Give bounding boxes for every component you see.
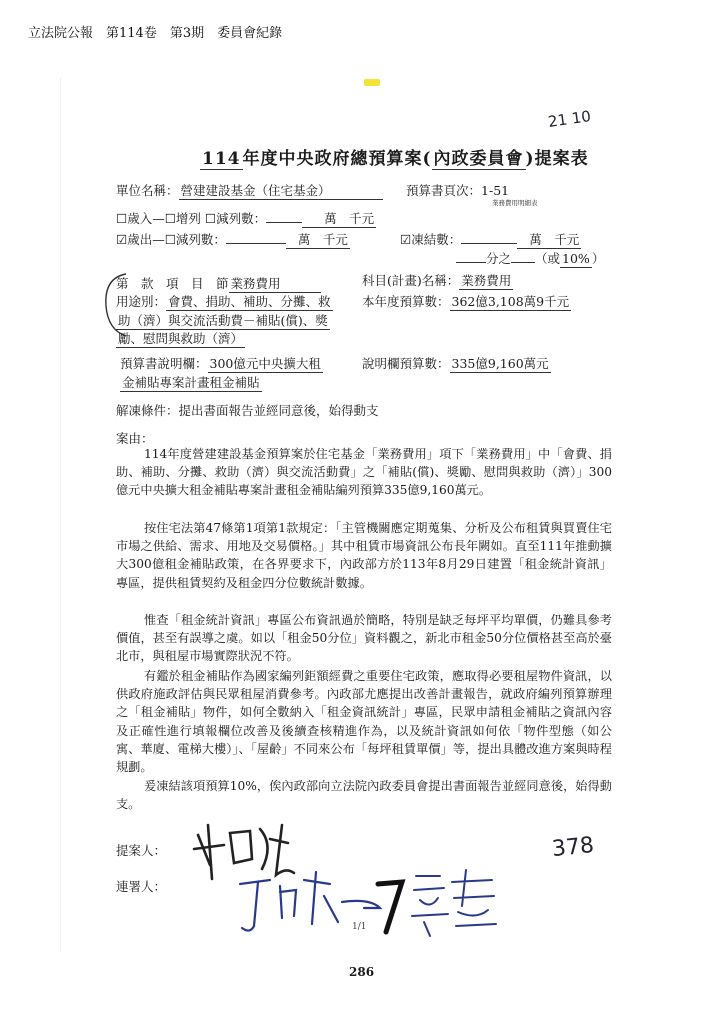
fraction-or: （或 xyxy=(535,251,561,266)
freeze-percent: 10% xyxy=(562,251,590,266)
proposer-label: 提案人： xyxy=(116,843,167,858)
use-value-2: 助（濟）與交流活動費－補貼(償)、獎 xyxy=(118,313,328,328)
item-line1-label: 第 款 項 目 節 xyxy=(116,276,229,291)
page-ref-label: 預算書頁次： xyxy=(406,183,482,198)
explain-amount-row xyxy=(362,355,551,373)
budget-value: 362億3,108萬9千元 xyxy=(451,294,570,309)
option-row-2 xyxy=(116,231,350,249)
subject-label: 科目(計畫)名稱： xyxy=(362,273,460,288)
item-line1 xyxy=(116,275,321,293)
title-year: 114 xyxy=(202,149,241,169)
reason-paragraph-3: 惟查「租金統計資訊」專區公布資訊過於簡略，特別是缺乏每坪平均單價，仍難具參考價值，甚至有誤導之虞。如以「租金50分位」資料觀之，新北市租金50分位價格甚至高於臺北市，與租屋市場實際狀況不符。 xyxy=(116,613,612,664)
expenditure-checkbox: ☑歲出—☐減列數： xyxy=(116,232,226,247)
reason-paragraph-5: 爰凍結該項預算10%，俟內政部向立法院內政委員會提出書面報告並經同意後，始得動支。 xyxy=(116,779,612,812)
expenditure-amount: 萬 千元 xyxy=(286,231,350,249)
unit-value: 營建建設基金（住宅基金） xyxy=(179,182,383,200)
page-ref-row xyxy=(406,182,509,199)
subject-value: 業務費用 xyxy=(461,273,512,288)
explain-label: 預算書說明欄： xyxy=(120,356,208,371)
handwritten-note-right: 378 xyxy=(550,832,596,863)
budget-row xyxy=(362,293,571,311)
highlight-mark xyxy=(364,79,380,86)
use-line3 xyxy=(116,330,245,348)
freeze-checkbox: ☑凍結數： xyxy=(400,232,462,247)
page-ref-value: 1-51 xyxy=(481,183,510,198)
reason-paragraph-4: 有鑑於租金補貼作為國家編列鉅額經費之重要住宅政策，應取得必要租屋物件資訊，以供政府施政評估與民眾租屋消費參考。內政部尤應提出改善計畫報告，就政府編列預算辦理之「租金補貼」物件，如何全數納入「租金資訊統計」專區，民眾申請租金補貼之資訊內容及正確性進行填報欄位改善及後續查核精進作為，以及統計資訊如何依「物件型態（如公寓、華廈、電梯大樓）」、「屋齡」不同來公布「每坪租賃單價」等，提出具體改進方案與時程規劃。 xyxy=(116,669,612,775)
cosigner-label: 連署人： xyxy=(116,879,167,894)
freeze-row xyxy=(400,231,581,249)
use-value-1: 會費、捐助、補助、分攤、救 xyxy=(168,294,331,309)
page-fraction: 1/1 xyxy=(352,922,367,932)
fraction-label: 分之 xyxy=(486,251,512,266)
explain-amount-label: 說明欄預算數： xyxy=(362,356,450,371)
title-suffix: )提案表 xyxy=(525,149,589,169)
reason-paragraph-2: 按住宅法第47條第1項第1款規定：「主管機關應定期蒐集、分析及公布租賃與買賣住宅市場之供給、需求、用地及交易價格。」其中租賃市場資訊公布長年闕如。直至111年推動擴大300億租金補貼政策，在各界要求下，內政部方於113年8月29日建置「租金統計資訊」專區，提供租賃契約及租金四分位數統計數據。 xyxy=(116,521,612,590)
explain-line1 xyxy=(120,355,323,373)
use-value-3: 勵、慰問與救助（濟） xyxy=(118,331,244,346)
reason-paragraph-1: 114年度營建建設基金預算案於住宅基金「業務費用」項下「業務費用」中「會費、捐助、補助、分攤、救助（濟）與交流活動費」之「補貼(償)、獎勵、慰問與救助（濟）」300億元中央擴大租金補貼專案計畫租金補貼編列預算335億9,160萬元。 xyxy=(116,447,612,498)
page-number: 286 xyxy=(349,965,375,979)
title-committee: 內政委員會 xyxy=(432,144,526,170)
gazette-header: 立法院公報 第114卷 第3期 委員會紀錄 xyxy=(28,26,283,41)
explain-value-2: 金補貼專案計畫租金補貼 xyxy=(122,375,260,390)
explain-line2 xyxy=(120,374,262,392)
fraction-close: ） xyxy=(591,251,605,266)
handwritten-note-top: 21 10 xyxy=(546,107,592,131)
explain-value-1: 300億元中央擴大租 xyxy=(209,356,321,371)
revenue-increase-checkbox: ☐歲入—☐增列 xyxy=(116,211,201,226)
reason-label: 案由： xyxy=(116,431,154,446)
form-title xyxy=(200,144,589,170)
unit-label: 單位名稱： xyxy=(116,183,179,198)
budget-label: 本年度預算數： xyxy=(362,294,450,309)
unfreeze-condition: 解凍條件：提出書面報告並經同意後，始得動支 xyxy=(116,403,379,418)
revenue-amount: 萬 千元 xyxy=(302,210,376,228)
option-row-1 xyxy=(116,210,376,228)
explain-amount-value: 335億9,160萬元 xyxy=(451,356,549,371)
unit-row xyxy=(116,182,383,200)
subject-row xyxy=(362,272,513,290)
title-text: 年度中央政府總預算案( xyxy=(242,149,432,169)
item-line1-value: 業務費用 xyxy=(229,275,321,293)
page-ref-note: 業務費用明細表 xyxy=(492,199,538,207)
revenue-decrease-checkbox: ☐減列數： xyxy=(204,211,267,226)
freeze-amount: 萬 千元 xyxy=(517,231,581,249)
use-label: 用途別： xyxy=(116,294,167,309)
use-line2 xyxy=(116,312,330,330)
fraction-row xyxy=(456,250,604,268)
use-line1 xyxy=(116,293,333,311)
